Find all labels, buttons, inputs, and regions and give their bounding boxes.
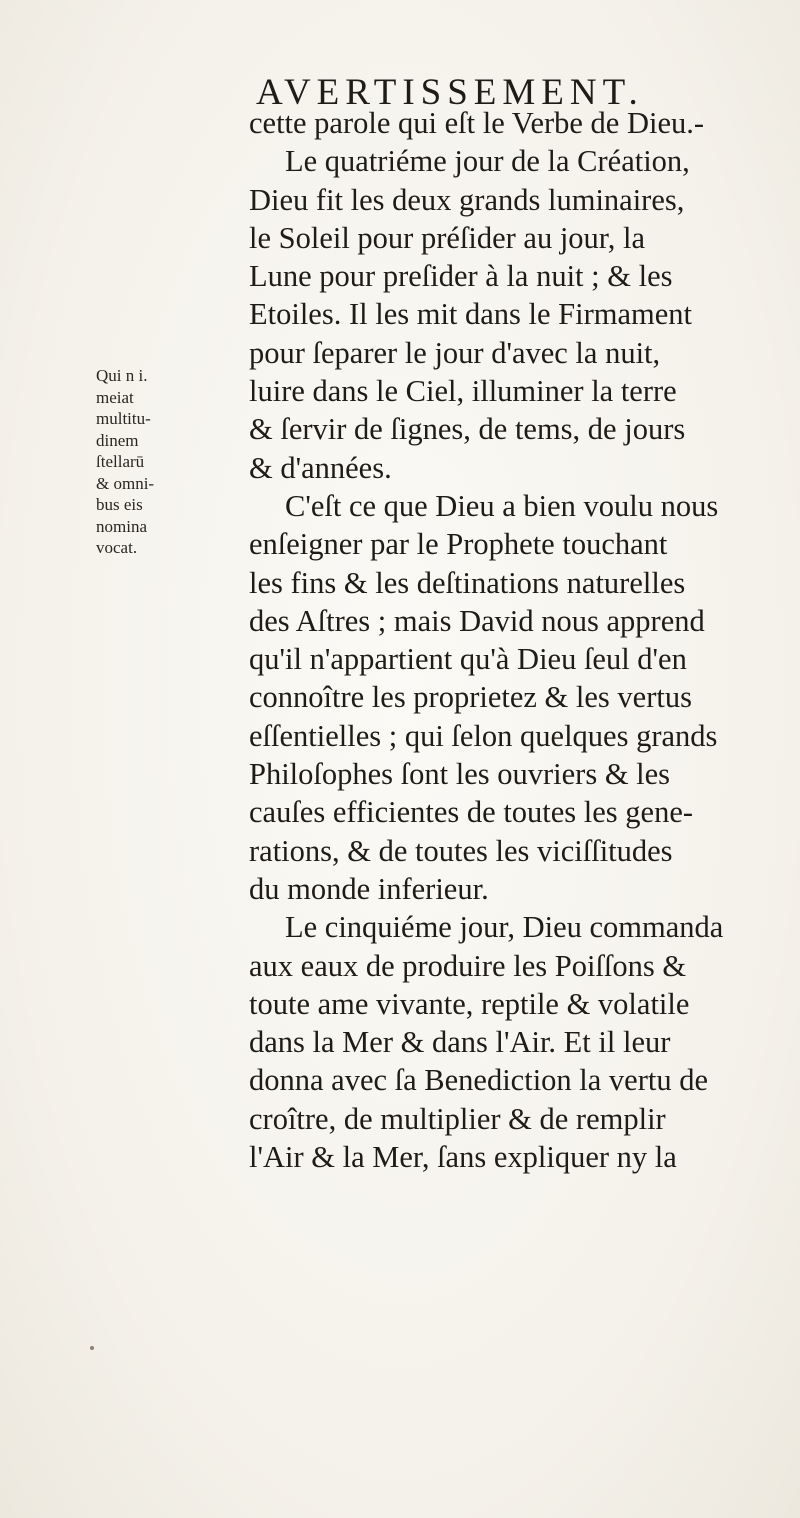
text-line: Philoſophes ſont les ouvriers & les: [249, 757, 671, 792]
text-line: l'Air & la Mer, ſans expliquer ny la: [249, 1140, 677, 1175]
text-line: Lune pour preſider à la nuit ; & les: [249, 259, 673, 294]
gloss-line: ſtellarū: [96, 452, 145, 471]
gloss-line: bus eis: [96, 495, 143, 514]
ink-speck: [90, 1346, 94, 1350]
text-line: & ſervir de ſignes, de tems, de jours: [249, 412, 686, 447]
text-line: Etoiles. Il les mit dans le Firmament: [249, 297, 693, 332]
text-line: cette parole qui eſt le Verbe de Dieu.-: [249, 106, 705, 140]
text-line: Le cinquiéme jour, Dieu commanda: [285, 910, 724, 945]
text-line: rations, & de toutes les viciſſitudes: [249, 833, 673, 868]
gloss-line: Qui n i.: [96, 366, 148, 385]
text-line: connoître les proprietez & les vertus: [249, 680, 692, 715]
text-line: C'eſt ce que Dieu a bien voulu nous: [285, 488, 719, 523]
text-line: dans la Mer & dans l'Air. Et il leur: [249, 1025, 671, 1060]
text-line: aux eaux de produire les Poiſſons &: [249, 948, 687, 983]
text-line: eſſentielles ; qui ſelon quelques grands: [249, 718, 718, 753]
running-head: AVERTISSEMENT.: [256, 72, 644, 113]
gloss-line: & omni-: [96, 473, 155, 493]
text-line: donna avec ſa Benediction la vertu de: [249, 1063, 709, 1098]
text-line: & d'années.: [249, 450, 392, 485]
marginal-gloss: [96, 365, 246, 559]
text-line: toute ame vivante, reptile & volatile: [249, 986, 690, 1021]
text-line: les fins & les deſtinations naturelles: [249, 565, 686, 600]
text-line: luire dans le Ciel, illuminer la terre: [249, 374, 677, 409]
text-line: pour ſeparer le jour d'avec la nuit,: [249, 335, 661, 370]
text-line: enſeigner par le Prophete touchant: [249, 527, 668, 562]
gloss-line: meiat: [96, 387, 134, 407]
body-text: [249, 104, 779, 1176]
text-line: Le quatriéme jour de la Création,: [285, 144, 690, 179]
text-line: du monde inferieur.: [249, 871, 489, 906]
gloss-line: nomina: [96, 516, 147, 536]
text-line: le Soleil pour préſider au jour, la: [249, 220, 646, 255]
text-line: cauſes efficientes de toutes les gene-: [249, 795, 694, 830]
text-line: qu'il n'appartient qu'à Dieu ſeul d'en: [249, 642, 687, 677]
text-line: Dieu fit les deux grands luminaires,: [249, 182, 685, 217]
text-line: des Aſtres ; mais David nous apprend: [249, 603, 705, 638]
gloss-line: vocat.: [96, 538, 138, 557]
gloss-line: dinem: [96, 430, 139, 450]
gloss-line: multitu-: [96, 409, 151, 428]
text-line: croître, de multiplier & de remplir: [249, 1101, 666, 1136]
